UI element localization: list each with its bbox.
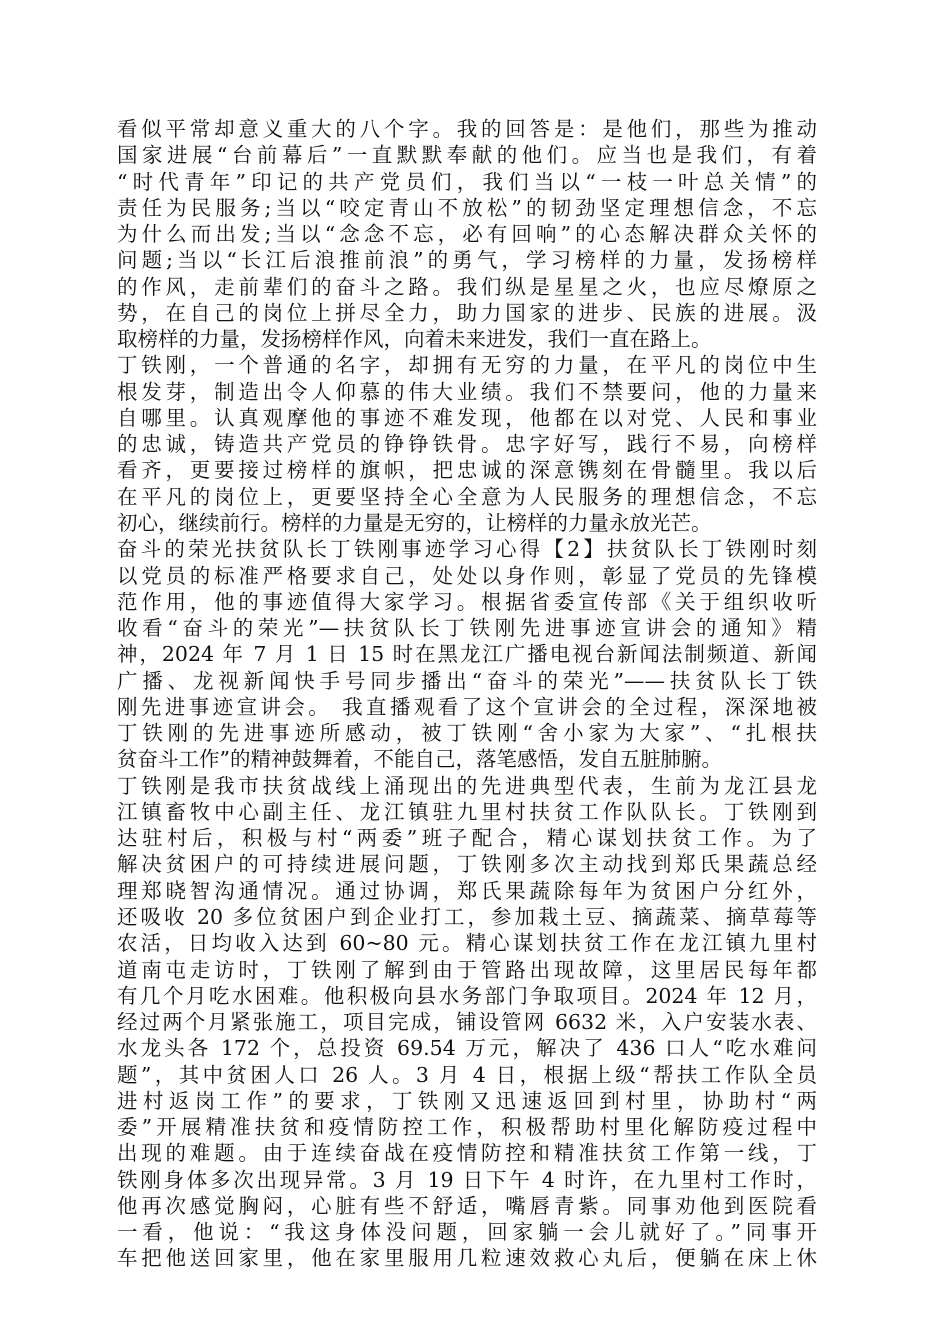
text-line: 责任为民服务;当以“咬定青山不放松”的韧劲坚定理想信念，不忘 bbox=[117, 195, 817, 220]
text-line: 国家进展“台前幕后”一直默默奉献的他们。应当也是我们，有着 bbox=[117, 143, 817, 168]
text-line: 看齐，更要接过榜样的旗帜，把忠诚的深意镌刻在骨髓里。我以后 bbox=[117, 458, 817, 483]
text-line: 出现的难题。由于连续奋战在疫情防控和精准扶贫工作第一线，丁 bbox=[117, 1141, 817, 1166]
text-line: 进村返岗工作”的要求，丁铁刚又迅速返回到村里，协助村“两 bbox=[117, 1088, 817, 1113]
text-line: 一看，他说：“我这身体没问题，回家躺一会儿就好了。”同事开 bbox=[117, 1220, 817, 1245]
text-line: 贫奋斗工作”的精神鼓舞着，不能自己，落笔感悟，发自五脏肺腑。 bbox=[117, 747, 722, 772]
text-line: 农活，日均收入达到 60~80 元。精心谋划扶贫工作在龙江镇九里村 bbox=[117, 931, 817, 956]
text-line: 的忠诚，铸造共产党员的铮铮铁骨。忠字好写，践行不易，向榜样 bbox=[117, 432, 817, 457]
text-line: 有几个月吃水困难。他积极向县水务部门争取项目。2024 年 12 月， bbox=[117, 983, 817, 1008]
text-line: 刚先进事迹宣讲会。 我直播观看了这个宣讲会的全过程，深深地被 bbox=[117, 694, 817, 719]
text-line: 初心，继续前行。榜样的力量是无穷的，让榜样的力量永放光芒。 bbox=[117, 510, 712, 535]
text-line: 经过两个月紧张施工，项目完成，铺设管网 6632 米，入户安装水表、 bbox=[117, 1010, 817, 1035]
text-line: 在平凡的岗位上，更要坚持全心全意为人民服务的理想信念，不忘 bbox=[117, 484, 817, 509]
text-line: 他再次感觉胸闷，心脏有些不舒适，嘴唇青紫。同事劝他到医院看 bbox=[117, 1193, 817, 1218]
text-line: 根发芽，制造出令人仰慕的伟大业绩。我们不禁要问，他的力量来 bbox=[117, 379, 817, 404]
text-line: 丁铁刚是我市扶贫战线上涌现出的先进典型代表，生前为龙江县龙 bbox=[117, 773, 817, 798]
text-line: 看似平常却意义重大的八个字。我的回答是：是他们，那些为推动 bbox=[117, 117, 817, 141]
text-line: 问题;当以“长江后浪推前浪”的勇气，学习榜样的力量，发扬榜样 bbox=[117, 248, 817, 273]
text-line: 势，在自己的岗位上拼尽全力，助力国家的进步、民族的进展。汲 bbox=[117, 300, 817, 325]
text-line: “时代青年”印记的共产党员们，我们当以“一枝一叶总关情”的 bbox=[117, 169, 817, 194]
text-line: 江镇畜牧中心副主任、龙江镇驻九里村扶贫工作队队长。丁铁刚到 bbox=[117, 799, 817, 824]
text-line: 为什么而出发;当以“念念不忘，必有回响”的心态解决群众关怀的 bbox=[117, 222, 817, 247]
text-line: 解决贫困户的可持续进展问题，丁铁刚多次主动找到郑氏果蔬总经 bbox=[117, 852, 817, 877]
text-line: 范作用，他的事迹值得大家学习。根据省委宣传部《关于组织收听 bbox=[117, 589, 817, 614]
text-line: 车把他送回家里，他在家里服用几粒速效救心丸后，便躺在床上休 bbox=[117, 1246, 817, 1271]
text-line: 自哪里。认真观摩他的事迹不难发现，他都在以对党、人民和事业 bbox=[117, 405, 817, 430]
text-line: 理郑晓智沟通情况。通过协调，郑氏果蔬除每年为贫困户分红外， bbox=[117, 878, 817, 903]
text-line: 取榜样的力量，发扬榜样作风，向着未来进发，我们一直在路上。 bbox=[117, 327, 712, 352]
text-line: 题”，其中贫困人口 26 人。3 月 4 日，根据上级“帮扶工作队全员 bbox=[117, 1062, 817, 1087]
text-line: 神，2024 年 7 月 1 日 15 时在黑龙江广播电视台新闻法制频道、新闻 bbox=[117, 642, 817, 667]
text-line: 水龙头各 172 个，总投资 69.54 万元，解决了 436 口人“吃水难问 bbox=[117, 1036, 817, 1061]
text-line: 丁铁刚，一个普通的名字，却拥有无穷的力量，在平凡的岗位中生 bbox=[117, 353, 817, 378]
text-line: 的作风，走前辈们的奋斗之路。我们纵是星星之火，也应尽燎原之 bbox=[117, 274, 817, 299]
text-line: 以党员的标准严格要求自己，处处以身作则，彰显了党员的先锋模 bbox=[117, 563, 817, 588]
text-line: 丁铁刚的先进事迹所感动，被丁铁刚“舍小家为大家”、“扎根扶 bbox=[117, 721, 817, 746]
text-line: 收看“奋斗的荣光”—扶贫队长丁铁刚先进事迹宣讲会的通知》精 bbox=[117, 616, 817, 641]
text-line: 铁刚身体多次出现异常。3 月 19 日下午 4 时许，在九里村工作时， bbox=[117, 1167, 817, 1192]
text-line: 广播、龙视新闻快手号同步播出“奋斗的荣光”——扶贫队长丁铁 bbox=[117, 668, 817, 693]
text-line: 道南屯走访时，丁铁刚了解到由于管路出现故障，这里居民每年都 bbox=[117, 957, 817, 982]
body-text bbox=[117, 116, 817, 1272]
text-line: 达驻村后，积极与村“两委”班子配合，精心谋划扶贫工作。为了 bbox=[117, 826, 817, 851]
text-line: 还吸收 20 多位贫困户到企业打工，参加栽土豆、摘蔬菜、摘草莓等 bbox=[117, 904, 817, 929]
text-line: 委”开展精准扶贫和疫情防控工作，积极帮助村里化解防疫过程中 bbox=[117, 1115, 817, 1140]
text-line: 奋斗的荣光扶贫队长丁铁刚事迹学习心得【2】扶贫队长丁铁刚时刻 bbox=[117, 537, 817, 562]
